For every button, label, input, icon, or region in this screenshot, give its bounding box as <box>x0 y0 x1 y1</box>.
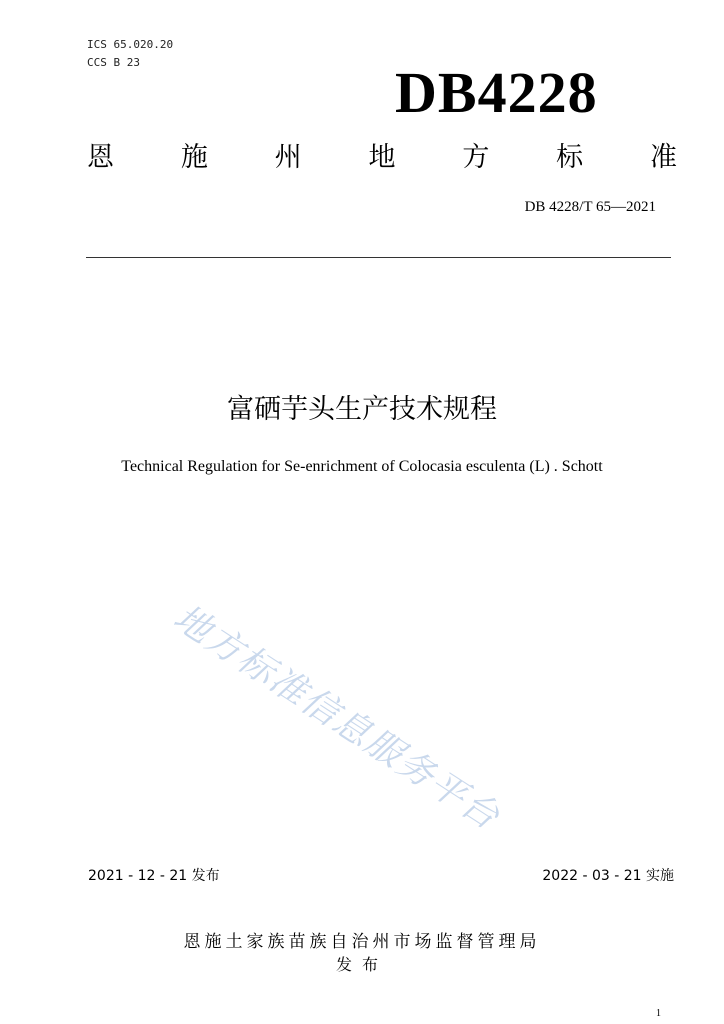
standard-type-char: 标 <box>556 142 584 173</box>
implement-date: 2022 - 03 - 21 实施 <box>542 868 674 884</box>
standard-type-char: 方 <box>462 142 490 173</box>
standard-type-char: 施 <box>180 142 208 173</box>
issuing-authority: 恩施土家族苗族自治州市场监督管理局 <box>183 932 541 952</box>
standard-type-char: 准 <box>649 142 677 173</box>
standard-type-char: 恩 <box>87 142 114 173</box>
standard-type-char: 地 <box>368 142 396 173</box>
document-title-chinese: 富硒芋头生产技术规程 <box>227 394 497 425</box>
standard-type-heading <box>87 140 677 176</box>
ics-code: ICS 65.020.20 <box>87 38 174 51</box>
publish-date: 2021 - 12 - 21 发布 <box>88 868 220 884</box>
document-title-english: Technical Regulation for Se-enrichment of Colocasia esculenta (L) . Schott <box>121 458 603 475</box>
watermark-text: 地方标准信息服务平台 <box>166 597 508 839</box>
ccs-code: CCS B 23 <box>87 56 140 69</box>
header-divider <box>86 257 671 258</box>
db-code-heading: DB4228 <box>395 60 598 125</box>
standard-type-char: 州 <box>274 142 302 173</box>
page-number: 1 <box>656 1008 661 1019</box>
issue-label: 发布 <box>335 955 388 974</box>
standard-number: DB 4228/T 65—2021 <box>524 199 656 215</box>
